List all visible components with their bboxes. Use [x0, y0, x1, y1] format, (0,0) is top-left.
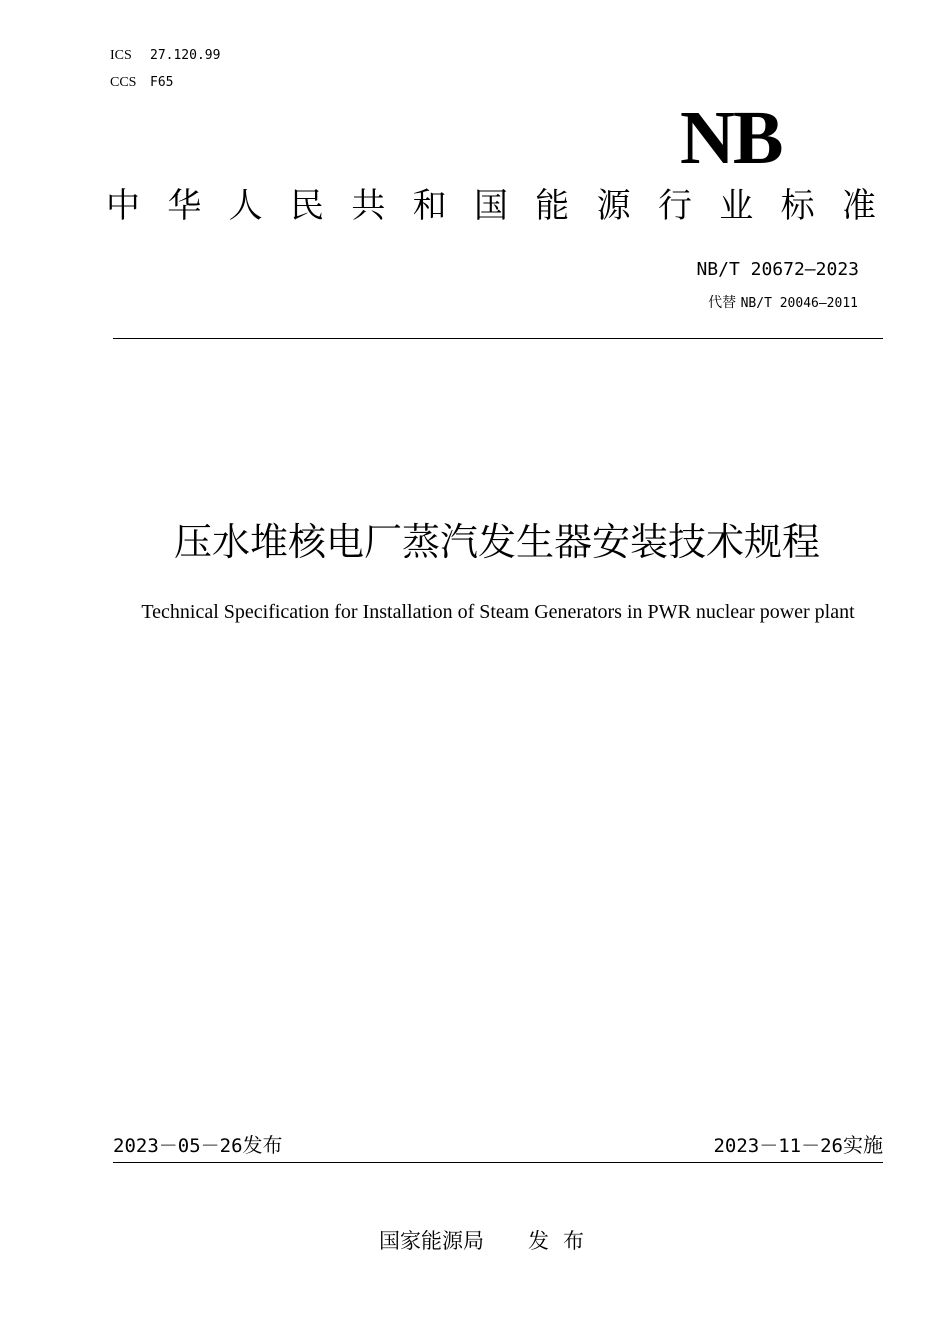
classification-block — [110, 46, 220, 92]
org-char: 华 — [167, 186, 202, 226]
header-divider — [113, 338, 883, 339]
org-char: 行 — [657, 186, 692, 226]
org-char: 国 — [473, 186, 508, 226]
org-char: 准 — [841, 186, 876, 226]
org-char: 中 — [106, 186, 140, 226]
document-title-en: Technical Specification for Installation of Steam Generators in PWR nuclear power plant — [141, 601, 855, 623]
issuer-name: 国家能源局 — [379, 1229, 484, 1253]
replaces-number: NB/T 20046—2011 — [740, 296, 858, 311]
org-char: 和 — [412, 186, 447, 226]
org-char: 民 — [289, 186, 324, 226]
ccs-line — [110, 73, 220, 92]
org-char: 业 — [719, 186, 754, 226]
effective-date — [713, 1131, 883, 1160]
issuer-action: 发布 — [528, 1229, 598, 1253]
org-char: 人 — [228, 186, 263, 226]
ics-line — [110, 46, 220, 65]
ccs-value: F65 — [150, 75, 174, 90]
nb-logo: NB — [680, 96, 782, 180]
effective-label: 实施 — [843, 1133, 883, 1157]
publish-date-value: 2023－05－26 — [113, 1135, 243, 1157]
issuer-line — [379, 1227, 598, 1255]
publish-date — [113, 1131, 283, 1160]
effective-date-value: 2023－11－26 — [713, 1135, 843, 1157]
ics-value: 27.120.99 — [150, 48, 221, 63]
org-char: 能 — [535, 186, 570, 226]
footer-divider — [113, 1162, 883, 1163]
organization-name — [106, 184, 876, 228]
org-char: 源 — [596, 186, 631, 226]
ics-label: ICS — [110, 48, 132, 63]
org-char: 共 — [351, 186, 386, 226]
publish-label: 发布 — [242, 1133, 283, 1157]
replaces-label: 代替 — [708, 295, 737, 311]
document-title-cn: 压水堆核电厂蒸汽发生器安装技术规程 — [173, 520, 820, 564]
ccs-label: CCS — [110, 75, 137, 90]
standard-number: NB/T 20672—2023 — [696, 259, 859, 280]
org-char: 标 — [780, 186, 815, 226]
replaces-line — [708, 292, 858, 312]
